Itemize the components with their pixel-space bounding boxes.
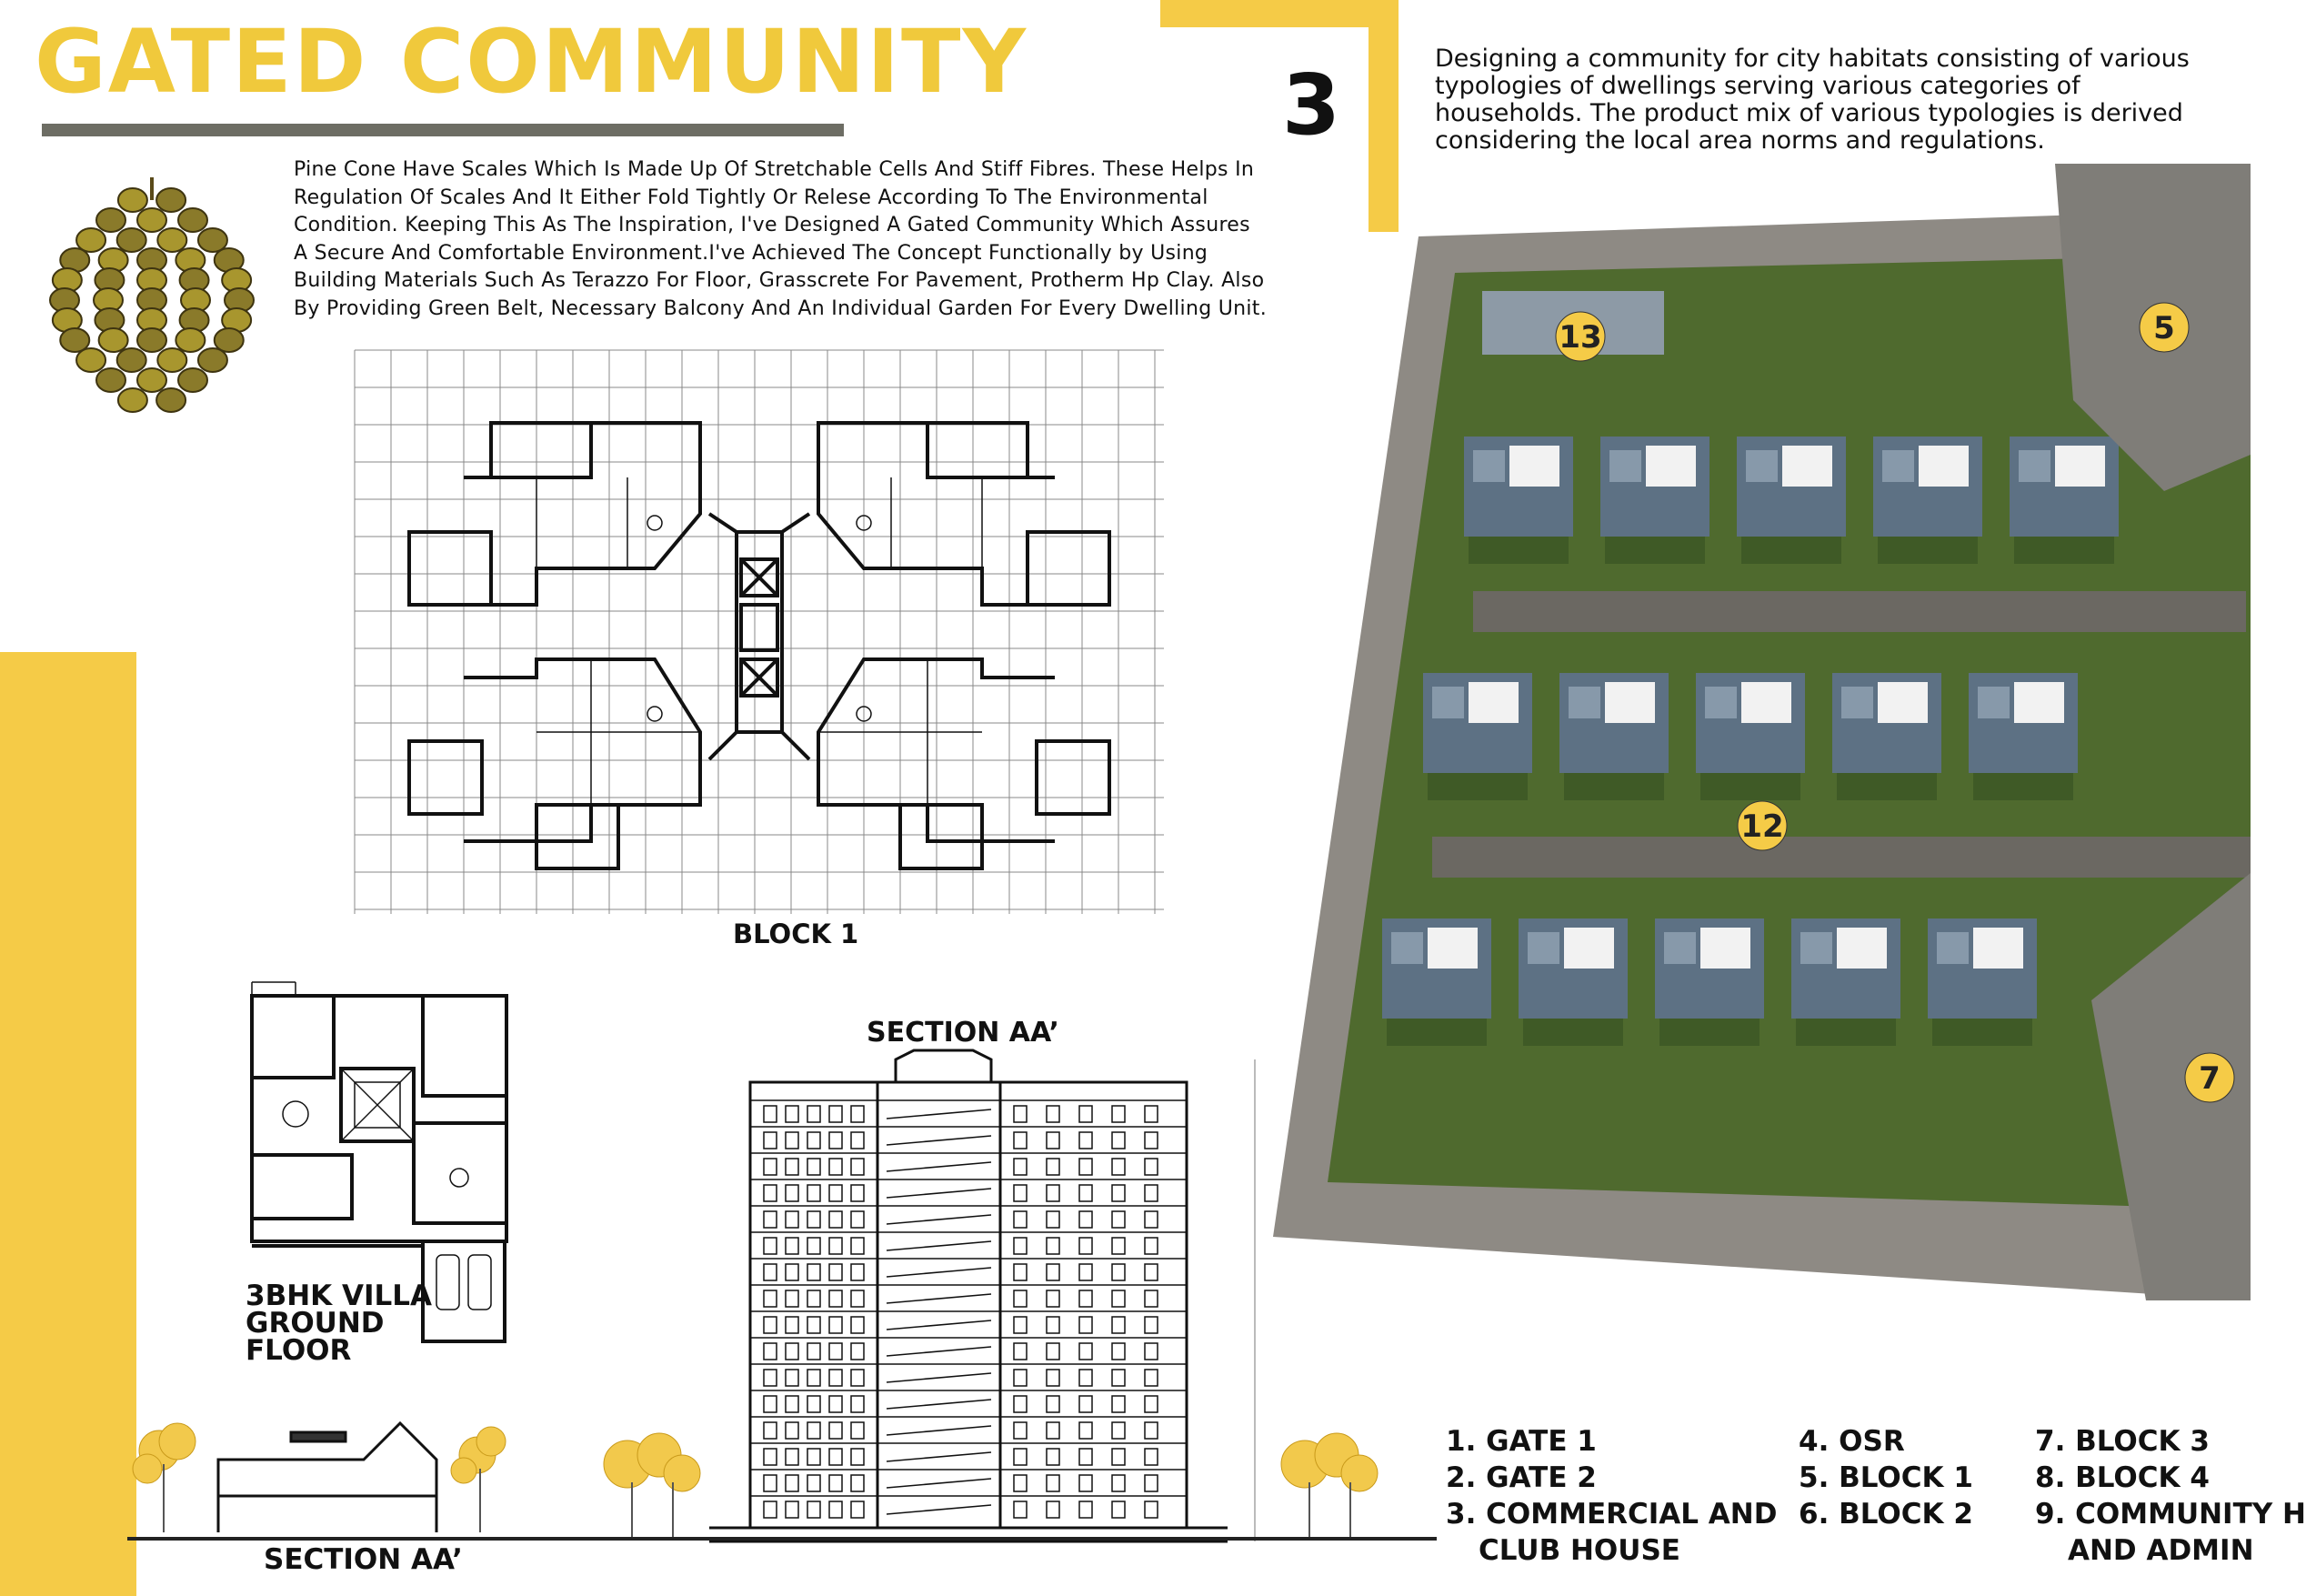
tree-cluster-left	[591, 1428, 709, 1537]
cone-scale	[117, 228, 146, 252]
legend-item: 5. BLOCK 1	[1799, 1461, 1973, 1494]
legend-item: 9. COMMUNITY H	[2035, 1498, 2306, 1531]
villa-roof	[1928, 918, 2037, 1046]
villa-caption-line1: 3BHK VILLA	[246, 1280, 432, 1312]
legend-column-2	[1799, 1423, 1973, 1532]
tower-section-drawing	[709, 1050, 1273, 1569]
villa-roof	[1464, 437, 1573, 564]
cone-scale	[117, 348, 146, 372]
block1-floor-plan	[355, 350, 1164, 914]
svg-text:7: 7	[2199, 1060, 2221, 1097]
cone-scale	[156, 188, 185, 212]
section-aa-caption: SECTION AA’	[867, 1017, 1059, 1049]
cone-scale	[157, 348, 186, 372]
villa-caption-line2: GROUND	[246, 1307, 385, 1340]
villa-caption-line3: FLOOR	[246, 1334, 352, 1367]
legend-item: 1. GATE 1	[1446, 1425, 1597, 1458]
cone-scale	[76, 348, 105, 372]
cone-scale	[96, 368, 125, 392]
cone-scale	[157, 228, 186, 252]
cone-scale	[156, 388, 185, 412]
villa-roof	[1696, 673, 1805, 800]
yellow-side-band	[0, 652, 136, 1596]
tree-cluster-right	[1268, 1428, 1387, 1537]
intro-paragraph: Designing a community for city habitats consisting of various typologies of dwellings serving various categories of households. The product mix of various typologies is derived considering the local area norms and regulations.	[1435, 45, 2190, 155]
svg-text:13: 13	[1559, 319, 1602, 356]
cone-scale	[178, 208, 207, 232]
villa-section-drawing	[127, 1414, 509, 1532]
pine-cone-image	[45, 173, 259, 432]
villa-roof	[1832, 673, 1941, 800]
villa-roof	[1423, 673, 1532, 800]
legend-item: 4. OSR	[1799, 1425, 1905, 1458]
svg-text:5: 5	[2153, 310, 2175, 346]
yellow-frame-top	[1160, 0, 1399, 27]
site-marker	[1738, 801, 1787, 850]
legend-item: 6. BLOCK 2	[1799, 1498, 1973, 1531]
villa-roof	[1559, 673, 1669, 800]
cone-scale	[198, 348, 227, 372]
villa-roof	[1791, 918, 1900, 1046]
cone-scale	[96, 208, 125, 232]
legend-item: 3. COMMERCIAL AND	[1446, 1498, 1778, 1531]
villa-roof	[1600, 437, 1709, 564]
legend-column-1	[1446, 1423, 1777, 1569]
cone-scale	[118, 388, 147, 412]
concept-paragraph: Pine Cone Have Scales Which Is Made Up Of Stretchable Cells And Stiff Fibres. These Helps In Regulation Of Scales And It Either Fold Tightly Or Relese According To The Environmental Condition. Keeping This As The Inspiration, I've Designed A Gated Community Which Assures A Secure And Comfortable Environment.I've Achieved The Concept Functionally by Using Building Materials Such As Terazzo For Floor, Grasscrete For Pavement, Protherm Hp Clay. Also By Providing Green Belt, Necessary Balcony And An Individual Garden For Every Dwelling Unit.	[294, 158, 1268, 320]
site-plan-render	[1273, 164, 2251, 1300]
legend-item: 2. GATE 2	[1446, 1461, 1597, 1494]
villa-roof	[1655, 918, 1764, 1046]
villa-roof	[1873, 437, 1982, 564]
cone-scale	[137, 368, 166, 392]
cone-scale	[137, 328, 166, 352]
ground-line	[127, 1537, 1437, 1541]
villa-roof	[1737, 437, 1846, 564]
sheet-number: 3	[1282, 56, 1341, 154]
title-underline	[42, 124, 844, 136]
svg-text:12: 12	[1740, 808, 1784, 845]
cone-scale	[137, 208, 166, 232]
page-title: GATED COMMUNITY	[35, 11, 1028, 113]
legend-column-3	[2035, 1423, 2306, 1569]
block1-caption: BLOCK 1	[733, 918, 859, 949]
villa-roof	[1969, 673, 2078, 800]
villa-section-caption: SECTION AA’	[264, 1543, 463, 1576]
legend-item: 7. BLOCK 3	[2035, 1425, 2210, 1458]
villa-roof	[1519, 918, 1628, 1046]
cone-scale	[118, 188, 147, 212]
villa-roof	[2010, 437, 2119, 564]
cone-scale	[99, 328, 128, 352]
site-marker	[2140, 303, 2189, 352]
legend-item: CLUB HOUSE	[1479, 1534, 1680, 1567]
site-marker	[1556, 312, 1605, 361]
cone-scale	[178, 368, 207, 392]
site-marker	[2185, 1053, 2234, 1102]
legend-item: AND ADMIN	[2068, 1534, 2254, 1567]
legend-item: 8. BLOCK 4	[2035, 1461, 2210, 1494]
villa-roof	[1382, 918, 1491, 1046]
cone-scale	[175, 328, 205, 352]
villa-caption	[246, 1280, 432, 1367]
